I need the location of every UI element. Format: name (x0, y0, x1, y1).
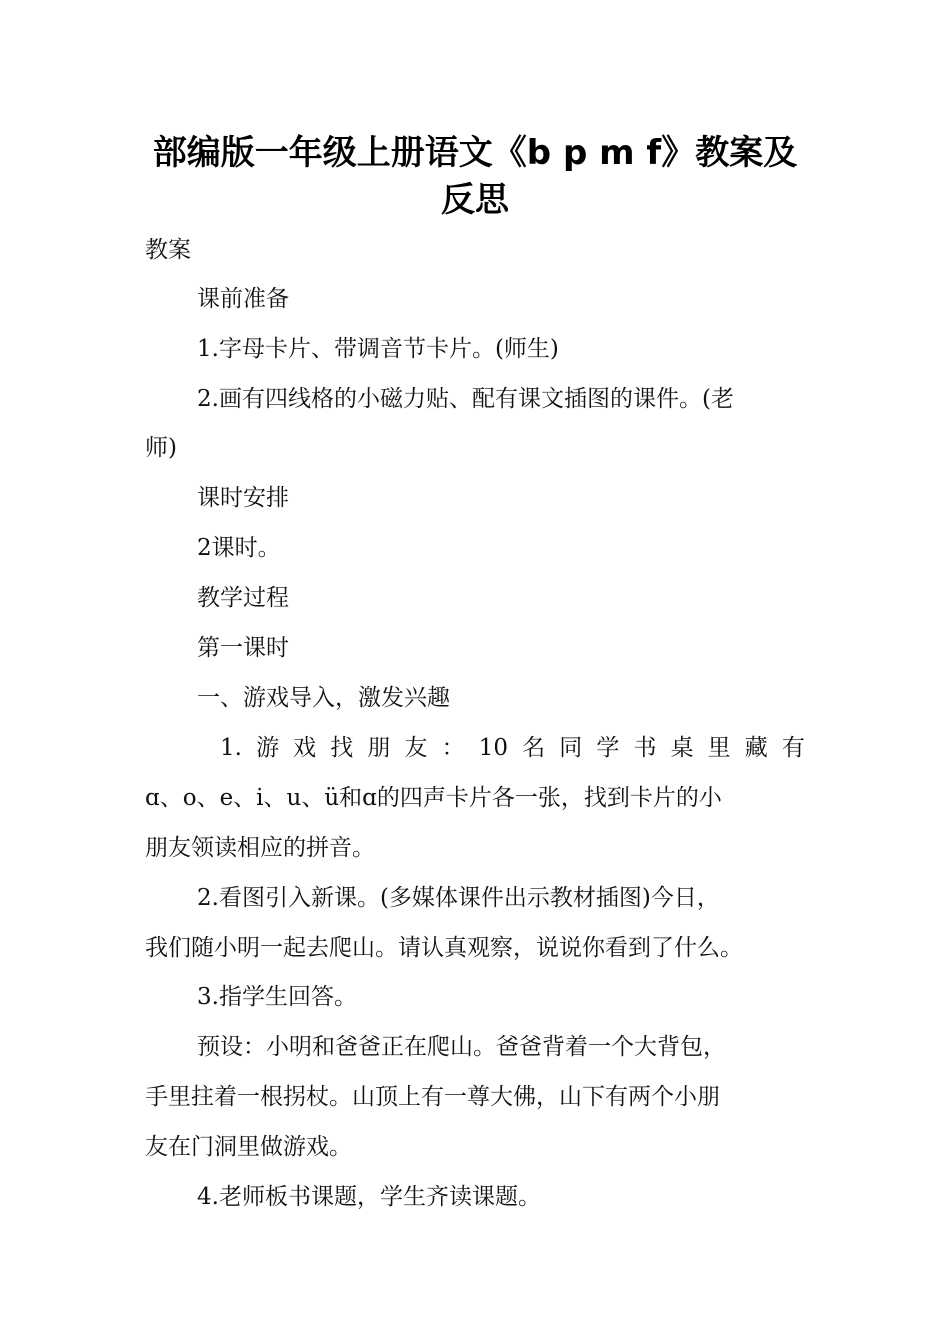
game-char: 名 (522, 735, 546, 761)
look-paragraph-line-1: 2.看图引入新课。(多媒体课件出示教材插图)今日， (197, 885, 720, 911)
game-char: 游 (256, 735, 280, 761)
board-item: 4.老师板书课题，学生齐读课题。 (197, 1184, 541, 1210)
prep-item-2-line-1: 2.画有四线格的小磁力贴、配有课文插图的课件。(老 (197, 386, 734, 412)
game-char: 藏 (744, 735, 768, 761)
document-title-line-2: 反思 (441, 180, 509, 220)
game-char: 戏 (293, 735, 317, 761)
heading-teaching-process: 教学过程 (197, 585, 289, 611)
game-char: 10 (478, 735, 508, 761)
game-char: 书 (633, 735, 657, 761)
document-title-line-1: 部编版一年级上册语文《b p m f》教案及 (152, 133, 798, 173)
prep-item-2-line-2: 师) (145, 435, 177, 461)
section-one-heading: 一、游戏导入，激发兴趣 (197, 685, 450, 711)
game-char: 1. (220, 735, 242, 761)
game-char: 有 (781, 735, 805, 761)
game-char: 学 (596, 735, 620, 761)
game-char: 同 (559, 735, 583, 761)
game-char: 里 (707, 735, 731, 761)
heading-lesson-prep: 课前准备 (197, 286, 289, 312)
game-char: 朋 (367, 735, 391, 761)
look-paragraph-line-2: 我们随小明一起去爬山。请认真观察，说说你看到了什么。 (145, 935, 743, 961)
game-paragraph-line-3: 朋友领读相应的拼音。 (145, 835, 375, 861)
game-char: 桌 (670, 735, 694, 761)
game-char: 找 (330, 735, 354, 761)
answer-item: 3.指学生回答。 (197, 984, 357, 1010)
game-char: ： (441, 735, 465, 761)
game-paragraph-line-2: ɑ、o、e、i、u、ü和ɑ的四声卡片各一张，找到卡片的小 (145, 785, 722, 811)
preset-paragraph-line-1: 预设：小明和爸爸正在爬山。爸爸背着一个大背包， (197, 1034, 726, 1060)
preset-paragraph-line-3: 友在门洞里做游戏。 (145, 1134, 352, 1160)
heading-first-lesson: 第一课时 (197, 635, 289, 661)
heading-schedule: 课时安排 (197, 485, 289, 511)
game-paragraph-line-1 (220, 733, 805, 763)
preset-paragraph-line-2: 手里拄着一根拐杖。山顶上有一尊大佛，山下有两个小朋 (145, 1084, 720, 1110)
game-char: 友 (404, 735, 428, 761)
section-label-jiaoan: 教案 (145, 237, 191, 263)
prep-item-1: 1.字母卡片、带调音节卡片。(师生) (197, 336, 559, 362)
schedule-count: 2课时。 (197, 535, 281, 561)
